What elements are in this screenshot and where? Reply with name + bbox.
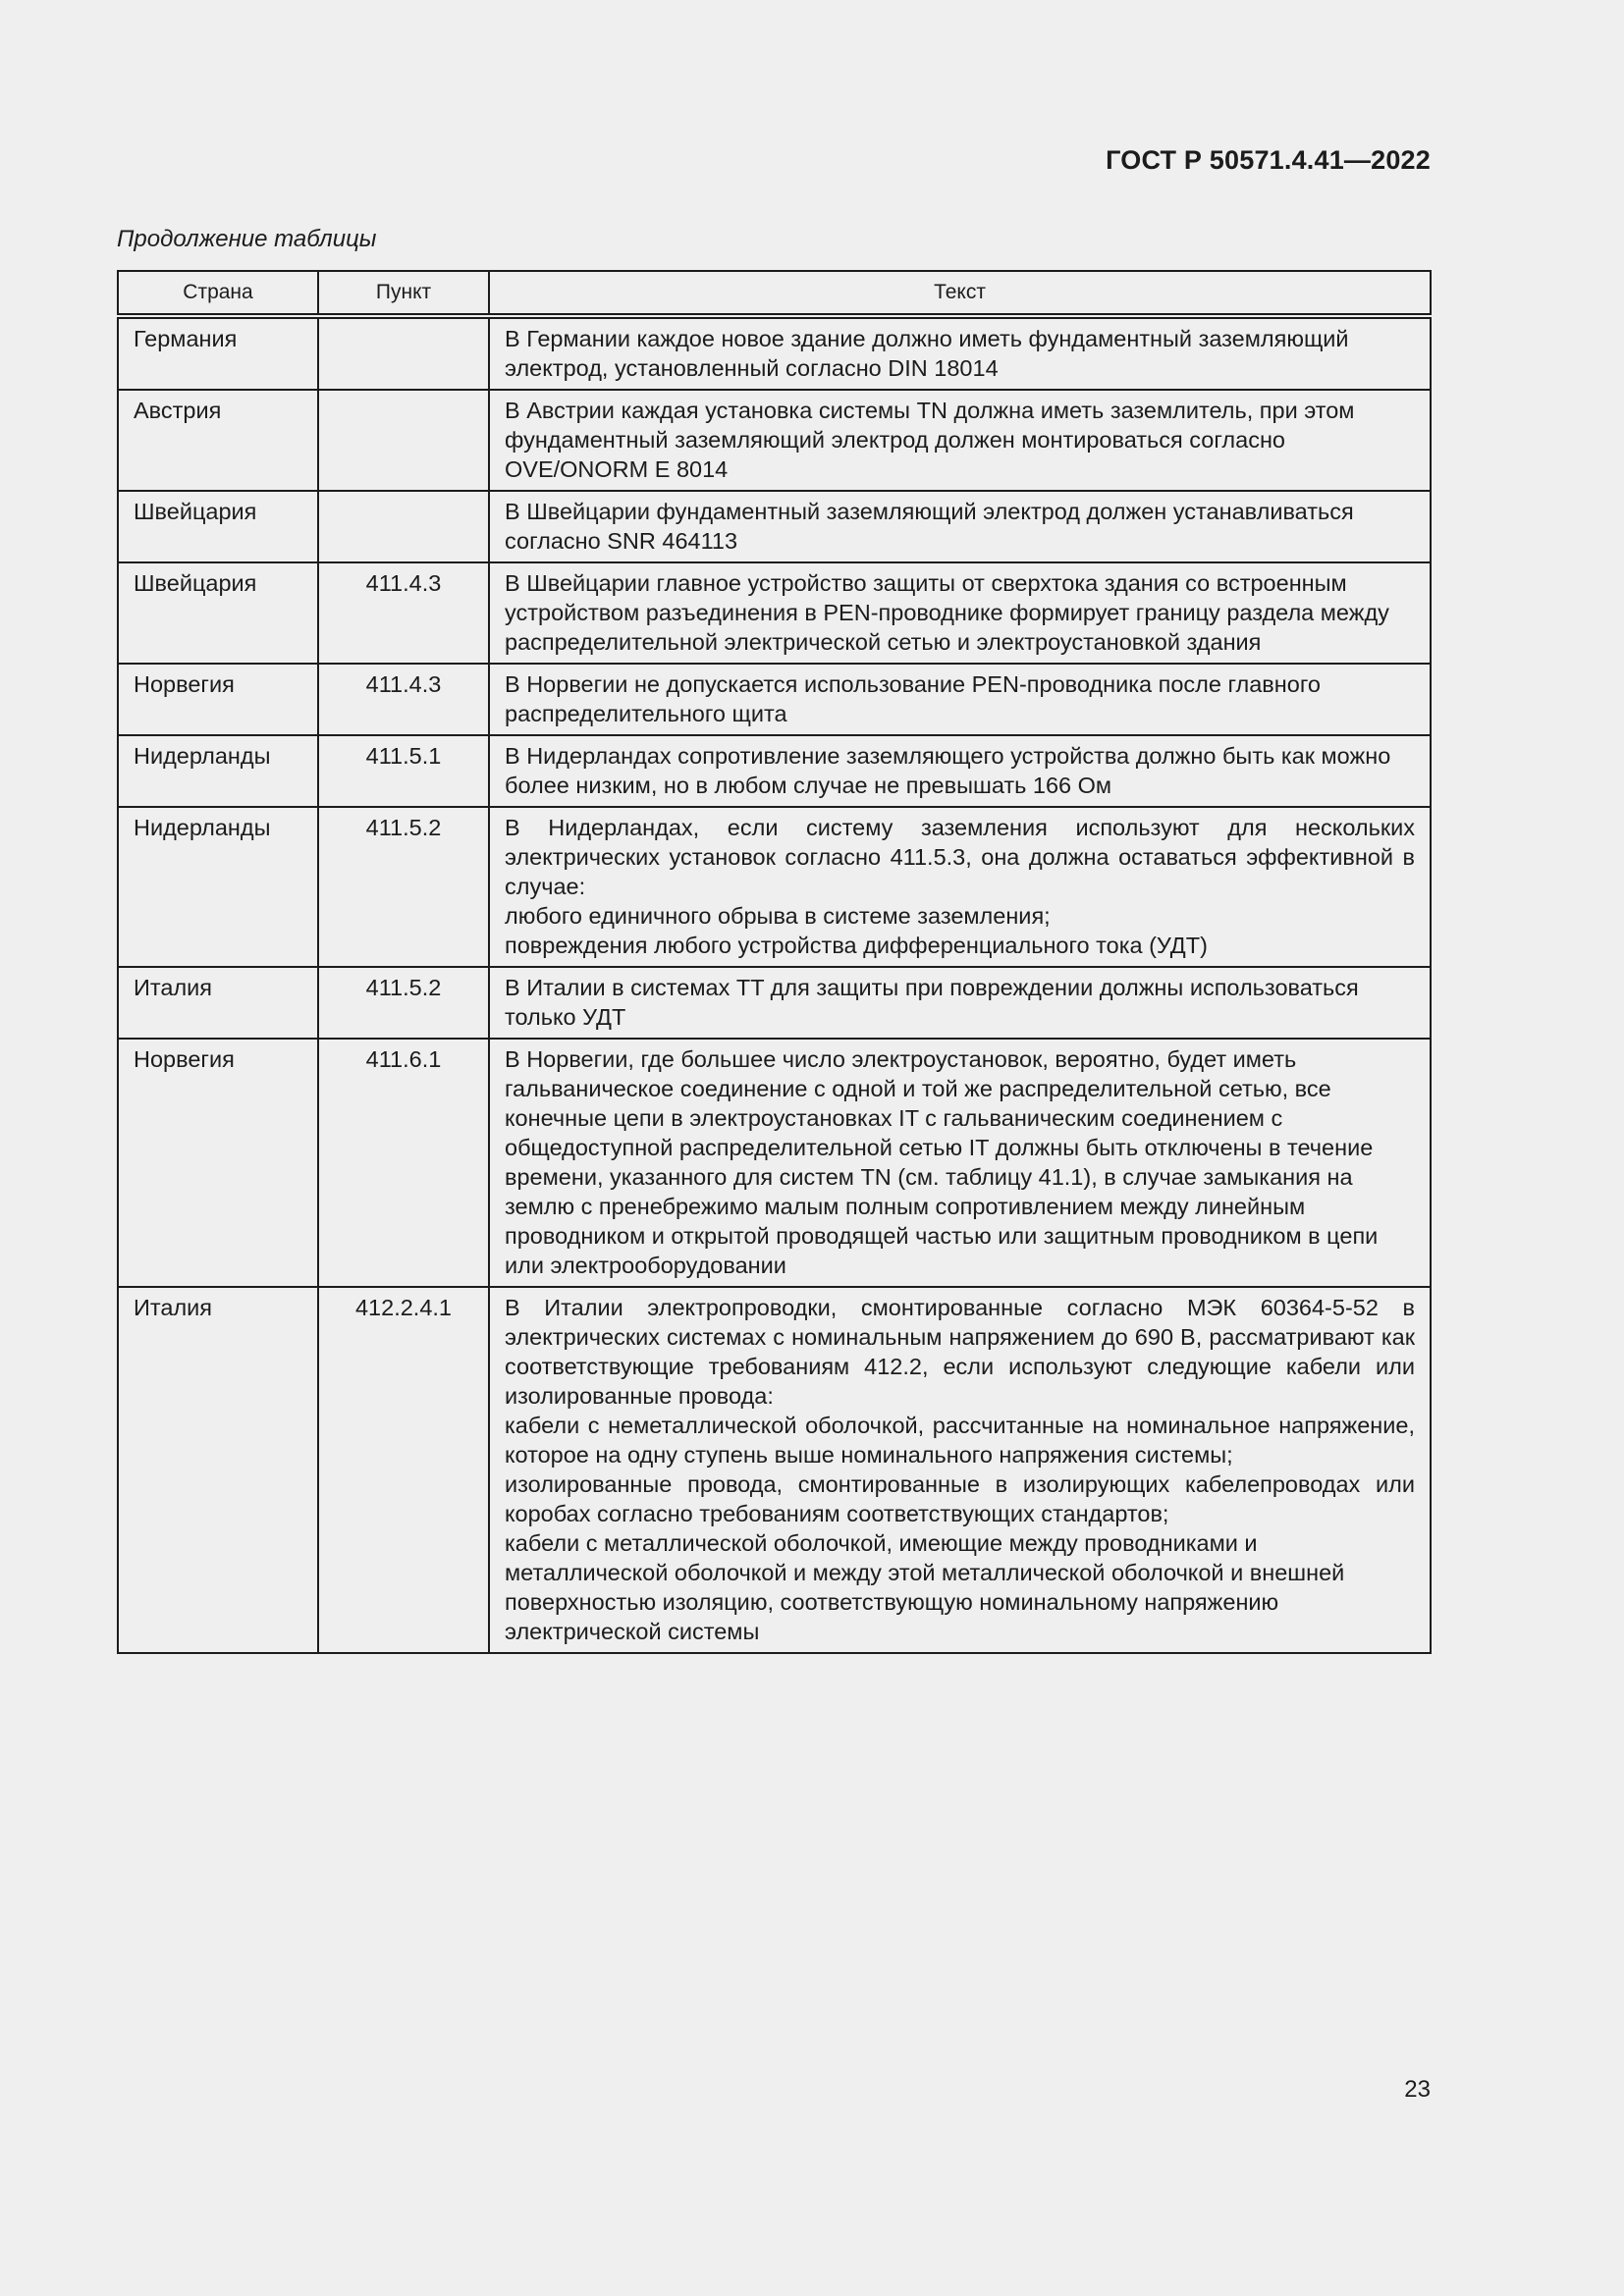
cell-text-paragraph: кабели с металлической оболочкой, имеющие между проводниками и металлической оболочкой и между этой металлической оболочкой и внешней поверхностью изоляцию, соответствующую номинальному напряжению электрической системы	[505, 1530, 1345, 1644]
table-row	[118, 735, 1431, 807]
cell-clause: 411.4.3	[318, 664, 489, 735]
cell-text-paragraph: В Австрии каждая установка системы TN должна иметь заземлитель, при этом фундаментный заземляющий электрод должен монтироваться согласно OVE/ONORM E 8014	[505, 398, 1355, 482]
cell-text	[489, 1039, 1431, 1287]
column-header-clause: Пункт	[318, 271, 489, 316]
table-row	[118, 316, 1431, 390]
cell-country: Швейцария	[118, 491, 318, 562]
cell-clause: 411.4.3	[318, 562, 489, 664]
page-number: 23	[1404, 2076, 1431, 2103]
cell-text	[489, 491, 1431, 562]
cell-text-paragraph: В Норвегии не допускается использование PEN-проводника после главного распределительного щита	[505, 671, 1321, 726]
cell-text	[489, 735, 1431, 807]
table-header	[118, 271, 1431, 316]
cell-country: Нидерланды	[118, 735, 318, 807]
cell-country: Норвегия	[118, 1039, 318, 1287]
cell-clause	[318, 390, 489, 491]
table-row	[118, 562, 1431, 664]
table-row	[118, 664, 1431, 735]
cell-text-paragraph: любого единичного обрыва в системе заземления;	[505, 903, 1051, 929]
cell-text	[489, 316, 1431, 390]
cell-country: Нидерланды	[118, 807, 318, 967]
cell-country: Швейцария	[118, 562, 318, 664]
cell-clause: 411.6.1	[318, 1039, 489, 1287]
cell-text-paragraph: В Швейцарии главное устройство защиты от сверхтока здания со встроенным устройством разъединения в PEN-проводнике формирует границу раздела между распределительной электрической сетью и электроустановкой здания	[505, 570, 1389, 655]
country-deviations-table	[117, 270, 1432, 1654]
table-row	[118, 967, 1431, 1039]
cell-text	[489, 664, 1431, 735]
cell-text-paragraph: В Италии электропроводки, смонтированные согласно МЭК 60364-5-52 в электрических системах с номинальным напряжением до 690 В, рассматривают как соответствующие требованиям 412.2, если используют следующие кабели или изолированные провода:	[505, 1295, 1415, 1409]
cell-text	[489, 1287, 1431, 1653]
table-row	[118, 390, 1431, 491]
table-row	[118, 807, 1431, 967]
table-body	[118, 316, 1431, 1653]
cell-clause: 411.5.2	[318, 807, 489, 967]
cell-text-paragraph: кабели с неметаллической оболочкой, рассчитанные на номинальное напряжение, которое на одну ступень выше номинального напряжения системы;	[505, 1413, 1415, 1468]
table-row	[118, 491, 1431, 562]
cell-clause: 411.5.1	[318, 735, 489, 807]
column-header-country: Страна	[118, 271, 318, 316]
table-caption: Продолжение таблицы	[117, 226, 377, 252]
cell-country: Норвегия	[118, 664, 318, 735]
document-code: ГОСТ Р 50571.4.41—2022	[1106, 145, 1431, 175]
cell-text-paragraph: В Нидерландах, если систему заземления используют для нескольких электрических установок согласно 411.5.3, она должна оставаться эффективной в случае:	[505, 815, 1415, 899]
cell-country: Германия	[118, 316, 318, 390]
cell-text-paragraph: В Нидерландах сопротивление заземляющего устройства должно быть как можно более низким, но в любом случае не превышать 166 Ом	[505, 743, 1391, 798]
table-header-row	[118, 271, 1431, 316]
cell-country: Италия	[118, 1287, 318, 1653]
cell-text-paragraph: В Италии в системах TT для защиты при повреждении должны использоваться только УДТ	[505, 975, 1359, 1030]
table-row	[118, 1287, 1431, 1653]
cell-text-paragraph: изолированные провода, смонтированные в изолирующих кабелепроводах или коробах согласно требованиям соответствующих стандартов;	[505, 1471, 1415, 1526]
column-header-text: Текст	[489, 271, 1431, 316]
cell-text-paragraph: В Норвегии, где большее число электроустановок, вероятно, будет иметь гальваническое соединение с одной и той же распределительной сетью, все конечные цепи в электроустановках IT с гальваническим соединением с общедоступной распределительной сетью IT должны быть отключены в течение времени, указанного для систем TN (см. таблицу 41.1), в случае замыкания на землю с пренебрежимо малым полным сопротивлением между линейным проводником и открытой проводящей частью или защитным проводником в цепи или электрооборудовании	[505, 1046, 1379, 1278]
cell-text	[489, 967, 1431, 1039]
cell-clause: 411.5.2	[318, 967, 489, 1039]
cell-country: Австрия	[118, 390, 318, 491]
cell-text	[489, 562, 1431, 664]
cell-country: Италия	[118, 967, 318, 1039]
cell-text	[489, 807, 1431, 967]
cell-text-paragraph: В Германии каждое новое здание должно иметь фундаментный заземляющий электрод, установленный согласно DIN 18014	[505, 326, 1349, 381]
table-row	[118, 1039, 1431, 1287]
cell-clause: 412.2.4.1	[318, 1287, 489, 1653]
cell-text-paragraph: В Швейцарии фундаментный заземляющий электрод должен устанавливаться согласно SNR 464113	[505, 499, 1354, 554]
cell-text	[489, 390, 1431, 491]
cell-clause	[318, 316, 489, 390]
cell-clause	[318, 491, 489, 562]
cell-text-paragraph: повреждения любого устройства дифференциального тока (УДТ)	[505, 933, 1208, 958]
